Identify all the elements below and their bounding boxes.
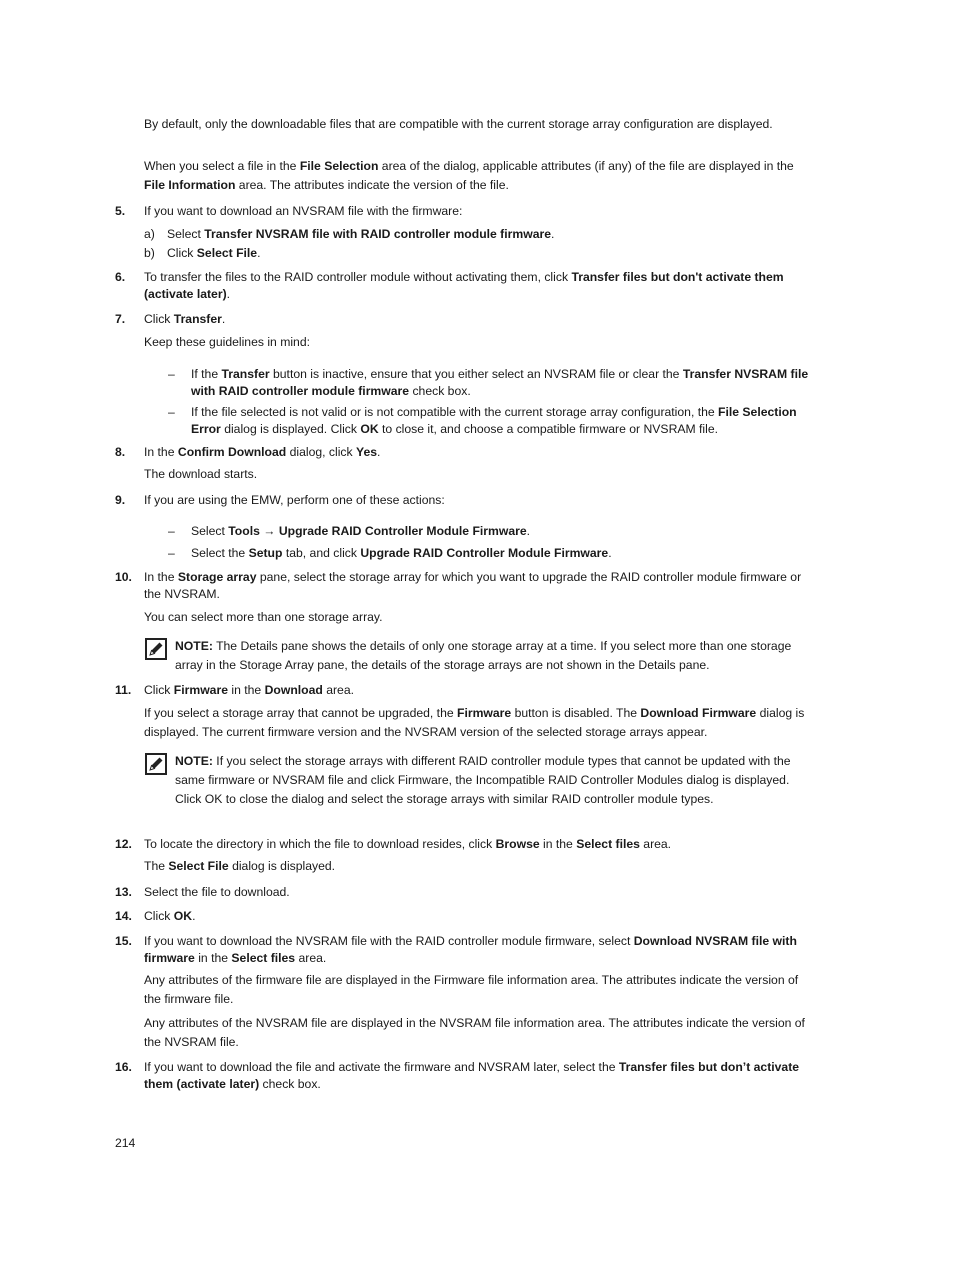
note-incompatible-modules (175, 752, 811, 809)
emw-action-setup-tab (191, 545, 811, 562)
text-run: The Details pane shows the details of only one storage array at a time. If you select more than one storage array in the Storage Array pane, the details of the storage arrays are not shown in the Details pane. (175, 639, 792, 672)
text-run: If you want to download the NVSRAM file with the RAID controller module firmware, select (144, 934, 634, 948)
text-run: To transfer the files to the RAID controller module without activating them, click (144, 270, 572, 284)
step-10-multiple: You can select more than one storage array. (144, 610, 383, 624)
step-11-text (144, 681, 810, 700)
text-run: dialog, click (286, 445, 356, 459)
text-run: Click (167, 246, 197, 260)
text-run: . (221, 312, 226, 326)
text-run: Select the (191, 546, 249, 560)
text-run: check box. (409, 384, 471, 398)
step-number: 12. (115, 837, 132, 851)
text-run: . (551, 227, 555, 241)
text-run: dialog is displayed. (228, 859, 336, 873)
substep-label: a) (144, 227, 155, 241)
bold-ui-term: Download (264, 683, 323, 697)
step-5-text: If you want to download an NVSRAM file with the firmware: (144, 204, 463, 218)
text-run: . (257, 246, 261, 260)
guideline-transfer-inactive (191, 366, 811, 400)
bold-ui-term: OK (173, 909, 193, 923)
paragraph-file-selection (144, 157, 810, 195)
text-run: . (526, 524, 531, 538)
bold-ui-term: Firmware (173, 683, 228, 697)
text-run: Click (144, 683, 174, 697)
step-number: 5. (115, 204, 126, 218)
text-run: dialog is displayed. Click (220, 422, 361, 436)
step-16-text (144, 1059, 810, 1093)
step-number: 15. (115, 934, 132, 948)
text-run: area. (639, 837, 672, 851)
text-run: To locate the directory in which the file to download resides, click (144, 837, 496, 851)
guideline-file-invalid (191, 404, 811, 438)
text-run: area. (295, 951, 327, 965)
step-10-text (144, 569, 810, 603)
text-run: button is disabled. The (511, 706, 641, 720)
bold-ui-term: File Selection Error (191, 405, 797, 436)
bold-ui-term: Browse (495, 837, 540, 851)
step-15-text (144, 933, 810, 967)
step-number: 8. (115, 445, 126, 459)
step-15-nvsram-attrs: Any attributes of the NVSRAM file are displayed in the NVSRAM file information area. The attributes indicate the version of the NVSRAM file. (144, 1016, 805, 1049)
text-run: tab, and click (282, 546, 361, 560)
text-run: area of the dialog, applicable attributes (if any) of the file are displayed in the (378, 159, 794, 173)
step-number: 14. (115, 909, 132, 923)
bold-ui-term: NOTE: (175, 639, 213, 653)
text-run: button is inactive, ensure that you either select an NVSRAM file or clear the (269, 367, 683, 381)
dash-bullet: – (168, 405, 175, 419)
text-run: If the file selected is not valid or is not compatible with the current storage array configuration, the (191, 405, 719, 419)
bold-ui-term: Transfer NVSRAM file with RAID controller module firmware (191, 367, 809, 398)
substep-5b-text (167, 244, 807, 263)
text-run: If you select a storage array that cannot be upgraded, the (144, 706, 458, 720)
step-7-text (144, 310, 810, 329)
step-number: 13. (115, 885, 132, 899)
step-number: 7. (115, 312, 126, 326)
text-run: area. The attributes indicate the version of the file. (235, 178, 509, 192)
step-number: 10. (115, 570, 132, 584)
note-details-pane (175, 637, 811, 675)
dash-bullet: – (168, 524, 175, 538)
text-run: Click (144, 909, 174, 923)
step-number: 11. (115, 683, 132, 697)
text-run: . (377, 445, 381, 459)
step-12-result (144, 857, 810, 876)
bold-ui-term: Storage array (177, 570, 257, 584)
note-pencil-icon (145, 638, 167, 660)
text-run: In the (144, 445, 178, 459)
text-run: . (192, 909, 196, 923)
substep-label: b) (144, 246, 155, 260)
bold-ui-term: Select File (168, 859, 229, 873)
step-14-text (144, 907, 810, 926)
text-run: If you want to download the file and activate the firmware and NVSRAM later, select the (144, 1060, 619, 1074)
note-pencil-icon (145, 753, 167, 775)
text-run: The (144, 859, 169, 873)
bold-ui-term: Setup (248, 546, 283, 560)
text-run: in the (228, 683, 265, 697)
bold-ui-term: File Selection (299, 159, 379, 173)
paragraph-default-files: By default, only the downloadable files that are compatible with the current storage array configuration are displayed. (144, 117, 773, 131)
text-run: Click (144, 312, 174, 326)
text-run: If the (191, 367, 222, 381)
step-8-text (144, 443, 810, 462)
step-7-guidelines-intro: Keep these guidelines in mind: (144, 335, 310, 349)
text-run: . (608, 546, 612, 560)
bold-ui-term: Tools → Upgrade RAID Controller Module Firmware (228, 524, 527, 538)
step-11-detail (144, 704, 810, 742)
text-run: area. (322, 683, 354, 697)
bold-ui-term: OK (360, 422, 379, 436)
text-run: . (226, 287, 231, 301)
bold-ui-term: Transfer files but don’t activate them (activate later) (144, 1060, 800, 1091)
bold-ui-term: Firmware (457, 706, 512, 720)
substep-5a-text (167, 225, 807, 244)
bold-ui-term: Select files (231, 951, 296, 965)
dash-bullet: – (168, 546, 175, 560)
text-run: pane, select the storage array for which you want to upgrade the RAID controller module firmware or the NVSRAM. (144, 570, 802, 601)
text-run: dialog is displayed. The current firmware version and the NVSRAM version of the selected storage arrays appear. (144, 706, 805, 739)
bold-ui-term: NOTE: (175, 754, 213, 768)
text-run: check box. (259, 1077, 321, 1091)
emw-action-tools-menu (191, 523, 811, 540)
step-13-text: Select the file to download. (144, 885, 290, 899)
bold-ui-term: Upgrade RAID Controller Module Firmware (360, 546, 609, 560)
text-run: in the (539, 837, 577, 851)
bold-ui-term: File Information (144, 178, 236, 192)
step-8-result: The download starts. (144, 467, 258, 481)
step-12-text (144, 835, 810, 854)
bold-ui-term: Transfer files but don't activate them (activate later) (144, 270, 784, 301)
bold-ui-term: Select files (576, 837, 640, 851)
text-run: In the (144, 570, 178, 584)
text-run: If you select the storage arrays with different RAID controller module types that cannot be updated with the same firmware or NVSRAM file and click Firmware, the Incompatible RAID Controller Modules dialog is displayed. Click OK to close the dialog and select the storage arrays with similar RAID controller module types. (175, 754, 791, 806)
step-number: 9. (115, 493, 126, 507)
bold-ui-term: Confirm Download (177, 445, 287, 459)
step-6-text (144, 269, 810, 303)
bold-ui-term: Download Firmware (640, 706, 757, 720)
bold-ui-term: Download NVSRAM file with firmware (144, 934, 797, 965)
text-run: Select (167, 227, 205, 241)
text-run: Select (191, 524, 229, 538)
step-number: 6. (115, 270, 126, 284)
bold-ui-term: Yes (356, 445, 378, 459)
page-number: 214 (115, 1136, 136, 1150)
bold-ui-term: Transfer (221, 367, 270, 381)
dash-bullet: – (168, 367, 175, 381)
text-run: When you select a file in the (144, 159, 300, 173)
text-run: to close it, and choose a compatible firmware or NVSRAM file. (378, 422, 718, 436)
step-9-text: If you are using the EMW, perform one of these actions: (144, 493, 445, 507)
bold-ui-term: Select File (196, 246, 258, 260)
bold-ui-term: Transfer (173, 312, 222, 326)
bold-ui-term: Transfer NVSRAM file with RAID controller module firmware (204, 227, 551, 241)
step-number: 16. (115, 1060, 132, 1074)
text-run: in the (194, 951, 232, 965)
step-15-firmware-attrs: Any attributes of the firmware file are displayed in the Firmware file information area. The attributes indicate the version of the firmware file. (144, 973, 799, 1006)
